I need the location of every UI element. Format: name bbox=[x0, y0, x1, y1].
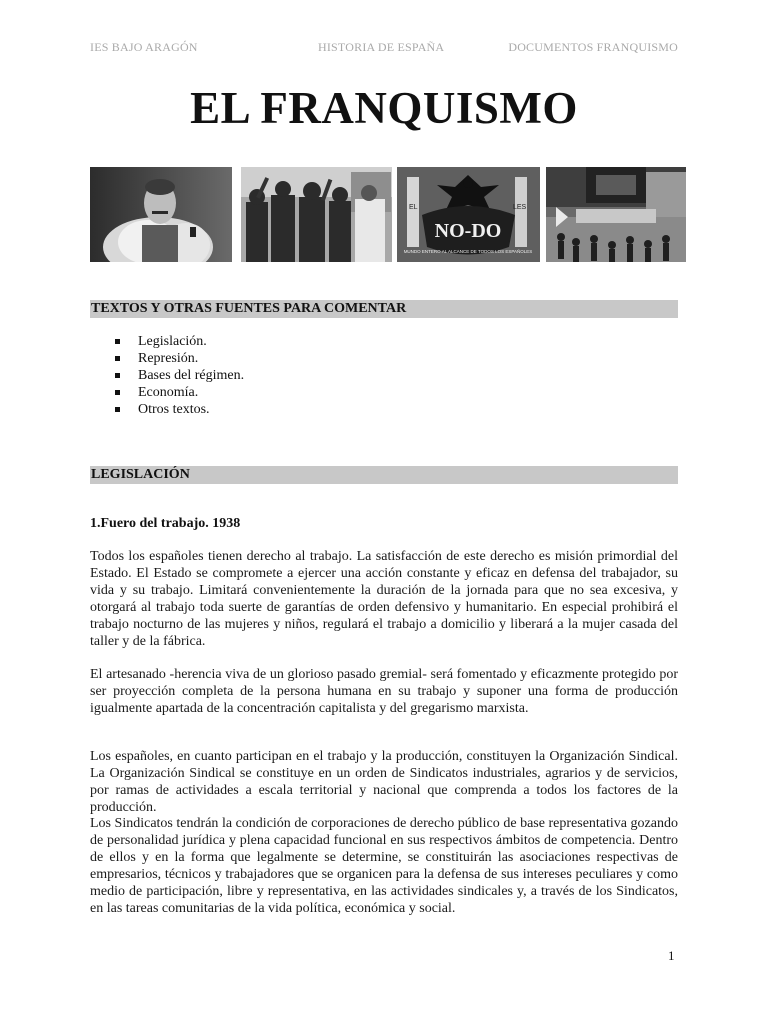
nodo-banner-text: NO-DO bbox=[434, 220, 502, 242]
photo-strip bbox=[90, 167, 686, 263]
header-doc-type: DOCUMENTOS FRANQUISMO bbox=[508, 40, 678, 54]
body-paragraph: El artesanado -herencia viva de un glorioso pasado gremial- será fomentado y eficazmente protegido por ser proyección completa de la persona humana en su trabajo y suponer una forma de producción igualmente apartada de la concentración capitalista y del gregarismo marxista. bbox=[90, 667, 678, 716]
section-heading-sources: TEXTOS Y OTRAS FUENTES PARA COMENTAR bbox=[90, 300, 678, 318]
photo-nodo-logo bbox=[397, 167, 540, 262]
photo-parade bbox=[546, 167, 686, 262]
nodo-right-letters: LES bbox=[513, 204, 527, 211]
section-heading-legislation: LEGISLACIÓN bbox=[90, 466, 678, 484]
body-paragraph: Los españoles, en cuanto participan en el trabajo y la producción, constituyen la Organización Sindical. La Organización Sindical se constituye en un orden de Sindicatos industriales, agrarios y de servicios, por ramas de actividades a escala territorial y nacional que comprenda a todos los factores de la producción. bbox=[90, 749, 678, 815]
body-paragraph: Los Sindicatos tendrán la condición de corporaciones de derecho público de base representativa gozando de personalidad jurídica y plena capacidad funcional en sus respectivos ámbitos de competencia. Dentro de ellos y en la forma que legalmente se determine, se constituirán las asociaciones respectivas de empresarios, técnicos y trabajadores que se organicen para la defensa de sus intereses peculiares y como medio de participación, libre y representativa, en las actividades sindicales y, a través de los Sindicatos, en las tareas comunitarias de la vida política, económica y social. bbox=[90, 816, 678, 916]
list-item bbox=[115, 384, 244, 401]
list-item bbox=[115, 401, 244, 418]
header-school: IES BAJO ARAGÓN bbox=[90, 40, 198, 54]
list-item-text: Economía. bbox=[138, 385, 199, 400]
bullet-square-icon bbox=[115, 407, 120, 412]
running-header bbox=[90, 40, 678, 56]
list-item bbox=[115, 367, 244, 384]
body-paragraph: Todos los españoles tienen derecho al trabajo. La satisfacción de este derecho es misión primordial del Estado. El Estado se compromete a ejercer una acción constante y eficaz en defensa del trabajador, su vida y su trabajo. Limitará convenientemente la duración de la jornada para que no sea excesiva, y otorgará al trabajo toda suerte de garantías de orden defensivo y humanitario. En especial prohibirá el trabajo nocturno de las mujeres y niños, regulará el trabajo a domicilio y liberará a la mujer casada del taller y de la fábrica. bbox=[90, 549, 678, 649]
page-number: 1 bbox=[668, 948, 675, 963]
sources-list bbox=[115, 333, 244, 418]
bullet-square-icon bbox=[115, 390, 120, 395]
nodo-left-letters: EL bbox=[409, 204, 418, 211]
header-subject: HISTORIA DE ESPAÑA bbox=[318, 40, 445, 54]
photo-group-salute bbox=[241, 167, 392, 262]
list-item bbox=[115, 333, 244, 350]
list-item-text: Legislación. bbox=[138, 334, 207, 349]
list-item bbox=[115, 350, 244, 367]
page-title: EL FRANQUISMO bbox=[190, 83, 578, 133]
list-item-text: Bases del régimen. bbox=[138, 368, 245, 383]
bullet-square-icon bbox=[115, 356, 120, 361]
photo-portrait bbox=[90, 167, 232, 262]
bullet-square-icon bbox=[115, 339, 120, 344]
bullet-square-icon bbox=[115, 373, 120, 378]
nodo-arc-text: MUNDO ENTERO AL ALCANCE DE TODOS LOS ESPAÑOLES bbox=[403, 249, 533, 254]
document-subheading: 1.Fuero del trabajo. 1938 bbox=[90, 516, 241, 531]
list-item-text: Represión. bbox=[138, 351, 199, 366]
list-item-text: Otros textos. bbox=[138, 402, 210, 417]
